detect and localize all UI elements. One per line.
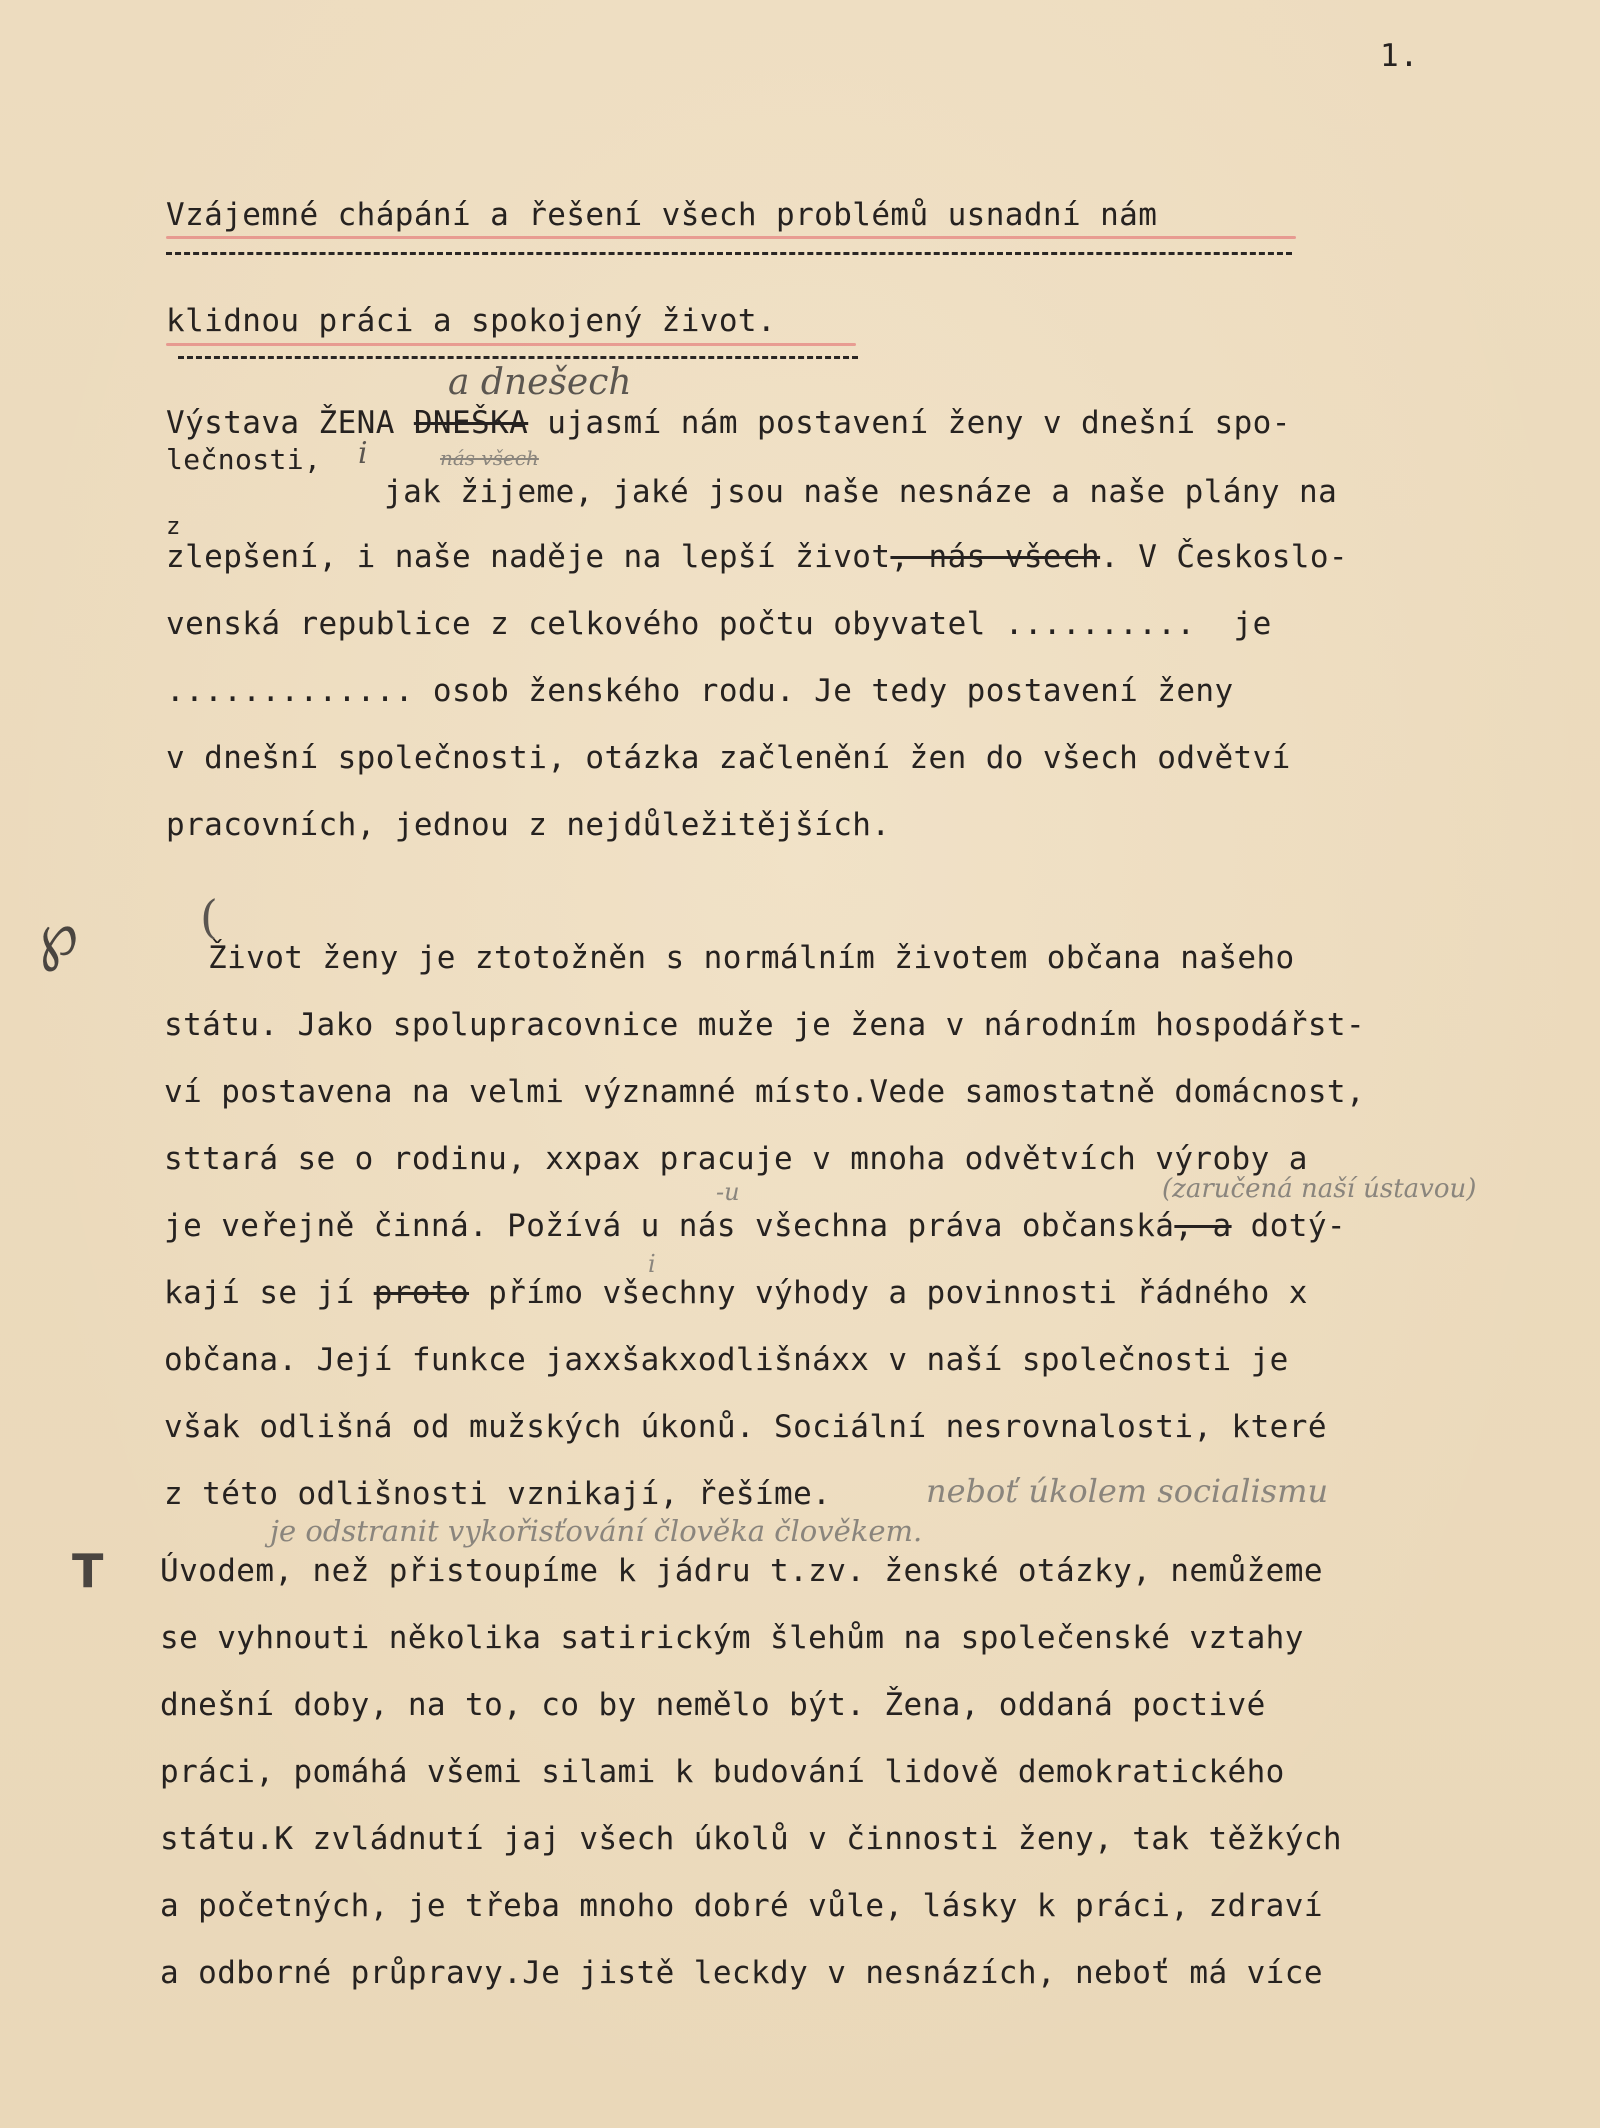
handwritten-nebot-line: neboť úkolem socialismu [926,1472,1329,1510]
p2-l6-struck: proto [373,1275,470,1311]
paragraph3-line-2: se vyhnouti několika satirickým šlehům na společenské vztahy [160,1620,1304,1656]
paragraph1-line-3: jak žijeme, jaké jsou naše nesnáze a naše plány na [384,474,1338,510]
p2-l5-struck: , a [1174,1208,1232,1244]
paragraph1-line-7: v dnešní společnosti, otázka začlenění žen do všech odvětví [166,740,1291,776]
paragraph1-line-1 [166,405,1291,441]
paragraph2-line-4: sttará se o rodinu, xxpax pracuje v mnoha odvětvích výroby a [164,1141,1308,1177]
p1-l1-struck: DNEŠKA [413,405,529,441]
p2-l6-b: přímo všechny výhody a povinnosti řádného x [469,1275,1308,1311]
paragraph3-line-3: dnešní doby, na to, co by nemělo být. Žena, oddaná poctivé [160,1687,1266,1723]
handwritten-u-mark: -u [716,1178,740,1206]
paragraph2-line-9: z této odlišnosti vznikají, řešíme. [164,1476,832,1512]
p2-l5-b: dotý- [1231,1208,1346,1244]
paragraph2-line-7: občana. Její funkce jaxxšakxodlišnáxx v naší společnosti je [164,1342,1289,1378]
heading-dash-underline-2 [178,356,858,359]
p2-l5-a: je veřejně činná. Požívá u nás všechna práva občanská [164,1208,1175,1244]
page-number: 1. [1380,38,1420,74]
heading-dash-underline-1 [166,252,1292,255]
handwritten-i-mark: i [358,436,368,471]
paragraph1-line-8: pracovních, jednou z nejdůležitějších. [166,807,891,843]
paragraph2-line-1: Život ženy je ztotožněn s normálním životem občana našeho [208,940,1295,976]
p1-l4-struck: , nás všech [890,539,1101,575]
margin-mark-2: T [72,1544,104,1598]
handwritten-i-mark-2: i [648,1250,656,1278]
paragraph2-line-2: státu. Jako spolupracovnice muže je žena v národním hospodářst- [164,1007,1366,1043]
handwritten-a-dnesech: a dnešech [448,362,632,403]
heading-line-1: Vzájemné chápání a řešení všech problémů usnadní nám [166,197,1158,233]
paragraph1-line-5: venská republice z celkového počtu obyvatel .......... je [166,606,1272,642]
handwritten-je-odstranit: je odstranit vykořisťování člověka člověkem. [270,1514,923,1548]
p2-l6-a: kají se jí [164,1275,374,1311]
paragraph3-line-5: státu.K zvládnutí jaj všech úkolů v činnosti ženy, tak těžkých [160,1821,1342,1857]
paragraph3-line-6: a početných, je třeba mnoho dobré vůle, lásky k práci, zdraví [160,1888,1323,1924]
paragraph1-line-2: lečnosti, [166,443,322,476]
paragraph1-line-4 [166,539,1348,575]
handwritten-zarucena: (zaručená naší ústavou) [1162,1174,1477,1204]
margin-mark-1: ℘ [26,894,85,975]
paragraph1-z-above: z [166,512,181,540]
p1-l4-a: zlepšení, i naše naděje na lepší život [166,539,891,575]
paragraph3-line-4: práci, pomáhá všemi silami k budování lidově demokratického [160,1754,1285,1790]
paragraph3-line-1: Úvodem, než přistoupíme k jádru t.zv. ženské otázky, nemůžeme [160,1553,1323,1589]
paragraph2-line-5 [164,1208,1346,1244]
p1-l1-a: Výstava ŽENA [166,405,414,441]
p1-l1-b: ujasmí nám postavení ženy v dnešní spo- [528,405,1291,441]
handwritten-struck-insert: nás všech [440,446,539,470]
paragraph2-line-8: však odlišná od mužských úkonů. Sociální nesrovnalosti, které [164,1409,1327,1445]
paragraph2-line-6 [164,1275,1308,1311]
paragraph2-line-3: ví postavena na velmi významné místo.Vede samostatně domácnost, [164,1074,1366,1110]
paragraph1-line-6: ............. osob ženského rodu. Je tedy postavení ženy [166,673,1234,709]
paragraph3-line-7: a odborné průpravy.Je jistě leckdy v nesnázích, neboť má více [160,1955,1323,1991]
margin-paren: ( [200,890,218,944]
p1-l4-b: . V Českoslo- [1100,539,1348,575]
heading-red-underline-2 [166,343,856,346]
heading-red-underline-1 [166,236,1296,239]
heading-line-2: klidnou práci a spokojený život. [166,303,777,339]
